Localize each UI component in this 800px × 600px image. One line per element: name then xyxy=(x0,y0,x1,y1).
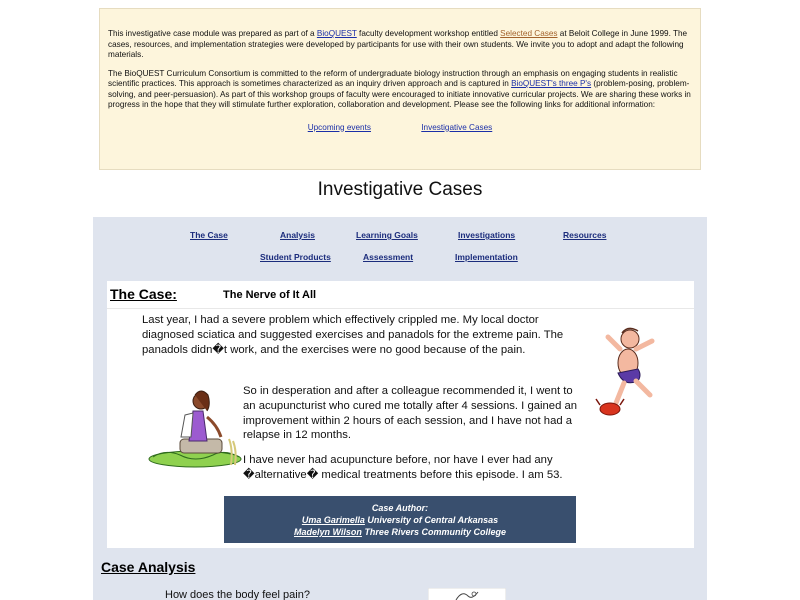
author-line-2 xyxy=(224,526,576,538)
three-ps-link[interactable]: BioQUEST's three P's xyxy=(511,79,592,88)
notice-text: (problem-posing, problem-solving, and peer-persuasion). As part of this workshop groups of faculty were encouraged to initiate innovative curricular projects. We are sharing these works in progress in the hope that they will stimulate further exploration, collaboration and development. Please see the following links for additional information: xyxy=(108,79,691,109)
case-paragraph-2: So in desperation and after a colleague recommended it, I went to an acupuncturist who cured me totally after 4 sessions. I gained an improvement within 2 hours of each session, and I have not had a relapse in 12 months. xyxy=(243,385,578,442)
nav-investigations[interactable]: Investigations xyxy=(458,230,516,240)
notice-text: faculty development workshop entitled xyxy=(356,29,501,38)
case-paragraph-3: I have never had acupuncture before, nor have I ever had any �alternative� medical treatments before this episode. I am 53. xyxy=(243,454,563,481)
nav-learning-goals[interactable]: Learning Goals xyxy=(356,230,418,240)
upcoming-events-link[interactable]: Upcoming events xyxy=(307,122,371,132)
case-card xyxy=(107,281,694,548)
figure-crab-pinch-illustration xyxy=(594,321,664,421)
figure-sitting-woman-illustration xyxy=(145,381,245,471)
notice-paragraph-1 xyxy=(108,29,692,61)
analysis-question: How does the body feel pain? xyxy=(165,589,310,600)
case-subtitle: The Nerve of It All xyxy=(223,289,317,301)
workshop-notice xyxy=(99,8,701,170)
investigative-cases-link[interactable]: Investigative Cases xyxy=(421,122,493,132)
case-divider xyxy=(107,308,694,309)
author-1-link[interactable]: Uma Garimella xyxy=(301,515,365,525)
page-title: Investigative Cases xyxy=(317,179,483,200)
author-2-link[interactable]: Madelyn Wilson xyxy=(294,527,362,537)
nav-the-case[interactable]: The Case xyxy=(190,230,228,240)
author-line-1 xyxy=(224,514,576,526)
figure-analysis-thumbnail xyxy=(428,588,506,600)
case-analysis-heading: Case Analysis xyxy=(101,559,196,575)
author-2-affiliation: Three Rivers Community College xyxy=(361,527,506,537)
case-heading: The Case: xyxy=(110,286,177,302)
author-label: Case Author: xyxy=(371,503,429,513)
notice-paragraph-2 xyxy=(108,69,692,111)
author-1-affiliation: University of Central Arkansas xyxy=(364,515,499,525)
nav-implementation[interactable]: Implementation xyxy=(455,252,518,262)
bioquest-link[interactable]: BioQUEST xyxy=(316,29,357,38)
selected-cases-link[interactable]: Selected Cases xyxy=(500,29,558,38)
nav-student-products[interactable]: Student Products xyxy=(260,252,331,262)
notice-text: at Beloit College in June 1999. The cases, resources, and implementation strategies were developed by participants for use with their own students. We invite you to adopt and adapt the following materials. xyxy=(108,29,688,59)
nav-resources[interactable]: Resources xyxy=(563,230,607,240)
notice-text: This investigative case module was prepared as part of a xyxy=(108,29,317,38)
case-author-box xyxy=(224,496,576,543)
case-paragraph-1: Last year, I had a severe problem which effectively crippled me. My local doctor diagnosed sciatica and suggested exercises and panadols for the extreme pain. The panadols didn�t work, and the exercises were no good because of the pain. xyxy=(142,314,564,356)
nav-analysis[interactable]: Analysis xyxy=(280,230,315,240)
nav-assessment[interactable]: Assessment xyxy=(363,252,414,262)
notice-text: The BioQUEST Curriculum Consortium is committed to the reform of undergraduate biology instruction through an emphasis on engaging students in realistic scientific practices. This approach is sometimes characterized as an inquiry driven approach and is captured in xyxy=(108,68,678,88)
notice-links xyxy=(108,123,692,134)
